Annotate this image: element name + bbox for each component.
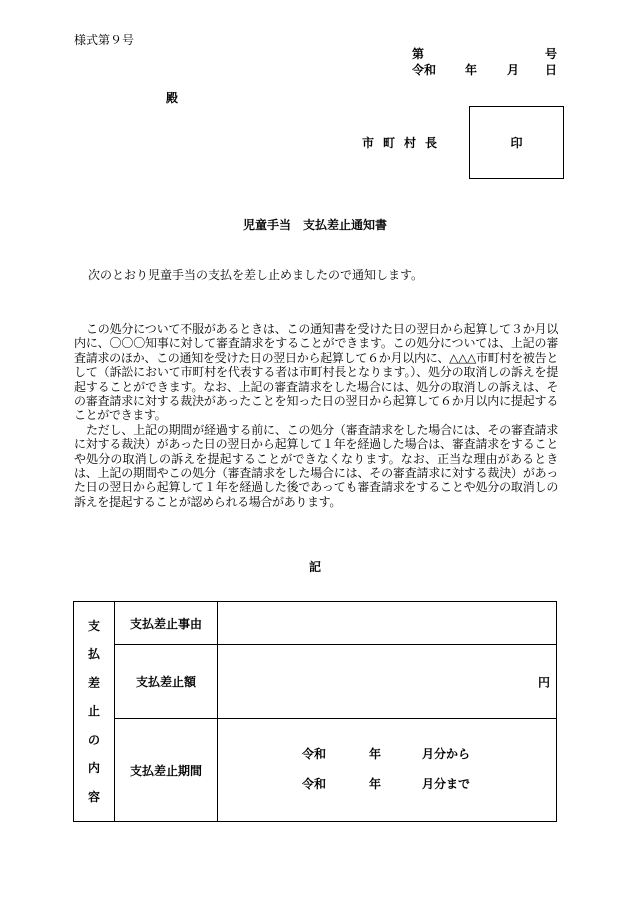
intro-text: 次のとおり児童手当の支払を差し止めましたので通知します。 — [88, 268, 424, 282]
date-era: 令和 — [412, 63, 437, 77]
period-from-era: 令和 — [302, 747, 327, 761]
period-to-year: 年 — [369, 777, 382, 791]
document-number-line — [412, 45, 558, 62]
period-value — [218, 719, 557, 822]
date-month-unit: 月 — [507, 63, 520, 77]
side-label-char: 差 — [87, 675, 100, 690]
seal-label: 印 — [510, 136, 523, 150]
amount-label: 支払差止額 — [115, 645, 218, 719]
number-prefix: 第 — [412, 47, 425, 61]
appeal-paragraph-1: この処分について不服があるときは、この通知書を受けた日の翌日から起算して３か月以内に、〇〇〇知事に対して審査請求をすることができます。この処分については、上記の審査請求のほか、この通知を受けた日の翌日から起算して６か月以内に、△△△市町村を被告として（訴訟において市町村を代表する者は市町村長となります。）、処分の取消しの訴えを提起することができます。なお、上記の審査請求をした場合には、処分の取消しの訴えは、その審査請求に対する裁決があったことを知った日の翌日から起算して６か月以内に提起することができます。 — [74, 322, 558, 423]
side-label-char: 止 — [87, 704, 100, 719]
issuer-name: 市町村長 — [362, 136, 447, 150]
period-from-year: 年 — [369, 747, 382, 761]
ki-heading: 記 — [308, 560, 321, 574]
side-label-char: の — [87, 732, 100, 747]
reason-label: 支払差止事由 — [115, 602, 218, 645]
number-suffix: 号 — [545, 47, 558, 61]
reason-value — [218, 602, 557, 645]
addressee-suffix: 殿 — [166, 91, 179, 105]
appeal-paragraph-2: ただし、上記の期間が経過する前に、この処分（審査請求をした場合には、その審査請求に対する裁決）があった日の翌日から起算して１年を経過した場合は、審査請求をすることや処分の取消しの訴えを提起することができなくなります。なお、正当な理由があるときは、上記の期間やこの処分（審査請求をした場合には、その審査請求に対する裁決）があった日の翌日から起算して１年を経過した後であっても審査請求をすることや処分の取消しの訴えを提起することが認められる場合があります。 — [74, 422, 558, 509]
side-label-char: 容 — [87, 789, 100, 804]
seal-box — [469, 106, 564, 179]
document-title: 児童手当 支払差止通知書 — [242, 218, 387, 232]
period-to-month: 月分まで — [422, 777, 471, 791]
period-label: 支払差止期間 — [115, 719, 218, 822]
side-label — [74, 602, 115, 822]
side-label-char: 内 — [87, 761, 100, 776]
period-to-era: 令和 — [302, 777, 327, 791]
suspension-detail-table — [73, 601, 557, 822]
side-label-char: 払 — [87, 647, 100, 662]
yen-unit: 円 — [537, 675, 550, 689]
date-day-unit: 日 — [545, 63, 558, 77]
appeal-notice — [74, 322, 558, 509]
date-year-unit: 年 — [465, 63, 478, 77]
amount-value — [218, 645, 557, 719]
form-number: 様式第９号 — [74, 33, 135, 47]
side-label-char: 支 — [87, 618, 100, 633]
period-from-month: 月分から — [422, 747, 471, 761]
